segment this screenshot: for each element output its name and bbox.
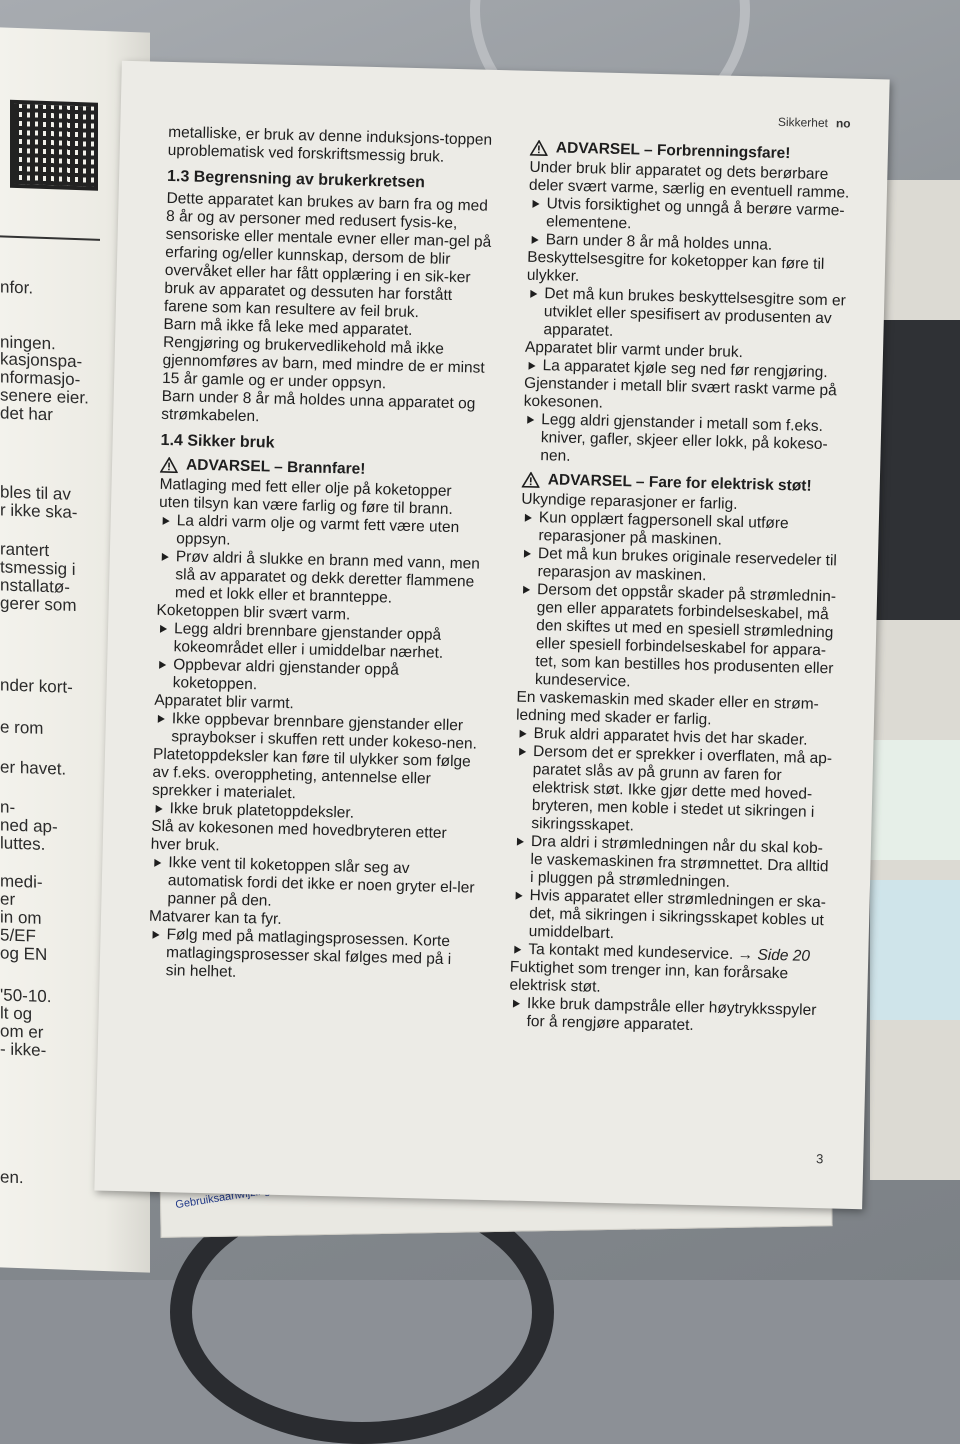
left-page-fragment: om er — [0, 1021, 44, 1042]
page-header — [778, 115, 851, 131]
paragraph: Koketoppen blir svært varm. — [156, 601, 351, 624]
paragraph: Apparatet blir varmt. — [154, 691, 295, 713]
paragraph: Beskyttelsesgitre for koketopper kan føre til ulykker. — [526, 248, 825, 286]
left-page-fragment: luttes. — [0, 833, 46, 854]
list-item: La aldri varm olje og varmt fett være uten oppsyn. — [158, 512, 485, 556]
left-page-fragment: nder kort- — [0, 675, 73, 697]
left-page-fragment: ned ap- — [0, 815, 58, 837]
paragraph: Rengjøring og brukervedlikehold må ikke gjennomføres av barn, med mindre de er minst 15 år gamle og er under oppsyn. — [161, 333, 485, 393]
intro-text: metalliske, er bruk av denne induksjons-toppen uproblematisk ved forskriftsmessig bruk. — [167, 123, 493, 166]
list-item: Bruk aldri apparatet hvis det har skader. — [515, 725, 837, 751]
list-item: Legg aldri brennbare gjenstander oppå kokeområdet eller i umiddelbar nærhet. — [155, 620, 482, 664]
left-page-fragment: og EN — [0, 943, 48, 965]
left-page-fragment: nformasjo- — [0, 367, 81, 390]
list-item: Ikke bruk platetoppdeksler. — [151, 800, 477, 826]
left-column — [147, 124, 494, 988]
left-page-fragment: tsmessig i — [0, 557, 76, 580]
header-section: Sikkerhet — [777, 114, 829, 131]
paragraph: Matvarer kan ta fyr. — [148, 907, 282, 928]
left-page-fragment: '50-10. — [0, 985, 52, 1007]
paragraph: Barn under 8 år må holdes unna apparatet og strømkabelen. — [161, 387, 476, 426]
qr-code-icon — [10, 100, 98, 191]
paragraph: Barn må ikke få leke med apparatet. — [163, 315, 413, 339]
list-item: Følg med på matlagingsprosessen. Korte matlagingsprosesser skal følges med på i sin helhet. — [147, 926, 474, 988]
list-item-text: Ta kontakt med kundeservice. — [528, 940, 734, 963]
burn-warning-title: ADVARSEL – Forbrenningsfare! — [555, 139, 791, 163]
section-1-4-heading: 1.4 Sikker bruk — [160, 431, 275, 452]
list-item: Ikke vent til koketoppen slår seg av automatisk fordi det ikke er noen gryter el-ler panner på den. — [149, 854, 476, 916]
section-1-3-heading: 1.3 Begrensning av brukerkretsen — [166, 167, 426, 192]
left-page-fragment: en. — [0, 1167, 24, 1188]
left-page-rule — [0, 235, 100, 240]
paragraph: Matlaging med fett eller olje på koketopper uten tilsyn kan være farlig og føre til brann. — [158, 475, 454, 519]
warning-triangle-icon — [530, 140, 548, 156]
page-number: 3 — [815, 1151, 824, 1167]
left-page-fragment: rantert — [0, 539, 50, 561]
bullet-list — [508, 995, 831, 1039]
list-item: Prøv aldri å slukke en brann med vann, men slå av apparatet og dekk deretter flammene med et lokk eller et brannteppe. — [157, 548, 484, 610]
bullet-list — [155, 620, 483, 700]
left-page-fragment: 5/EF — [0, 925, 36, 946]
list-item: Hvis apparatet eller strømledningen er ska-det, må sikringen i sikringsskapet kobles ut umiddelbart. — [511, 887, 834, 949]
bullet-list — [510, 725, 838, 967]
left-page-fragment: r ikke ska- — [0, 500, 78, 523]
bullet-list — [517, 509, 843, 697]
paragraph: Apparatet blir varmt under bruk. — [524, 338, 744, 362]
left-page-fragment: nfor. — [0, 277, 34, 298]
list-item: Det må kun brukes beskyttelsesgitre som er utviklet eller spesifisert av produsenten av apparatet. — [525, 285, 848, 347]
bullet-list — [525, 285, 848, 347]
warning-triangle-icon — [160, 457, 178, 473]
list-item: Dersom det oppstår skader på strømlednin-gen eller apparatets forbindelseskabel, må den skiftes ut med en spesiell strømledning eller spesiell forbindelseskabel for appara-tet, som kan bestilles hos produsenten eller kundeservice. — [517, 581, 842, 697]
left-page-fragment: kasjonspa- — [0, 349, 83, 372]
right-column — [508, 133, 852, 1039]
left-page-fragment: medi- — [0, 871, 43, 892]
list-item: Dra aldri i strømledningen når du skal kob-le vaskemaskinen fra strømnettet. Dra alltid i pluggen på strømledningen. — [512, 833, 835, 895]
manual-page — [94, 61, 889, 1212]
left-page-fragment: er — [0, 889, 16, 909]
underlying-manual-label: Gebruiksaanwijzing — [174, 1184, 271, 1212]
left-page-fragment: in om — [0, 907, 42, 928]
left-page-fragment: e rom — [0, 717, 44, 738]
left-page-fragment: lt og — [0, 1003, 33, 1024]
list-item: Utvis forsiktighet og unngå å berøre varme-elementene. — [528, 195, 851, 239]
left-page-fragment: det har — [0, 403, 53, 425]
bullet-list — [527, 195, 850, 257]
page-reference-link[interactable]: → Side 20 — [737, 946, 811, 965]
paragraph: Gjenstander i metall blir svært raskt varme på kokesonen. — [523, 374, 837, 412]
list-item: Ikke bruk dampstråle eller høytrykksspyler for å rengjøre apparatet. — [508, 995, 831, 1039]
list-item: Oppbevar aldri gjenstander oppå koketoppen. — [155, 656, 482, 700]
list-item: Legg aldri gjenstander i metall som f.eks. kniver, gafler, skjeer eller lokk, på kokeso-nen. — [522, 411, 845, 473]
left-page-fragment: senere eier. — [0, 385, 89, 408]
list-item: La apparatet kjøle seg ned før rengjøring. — [524, 357, 846, 383]
fire-warning-title: ADVARSEL – Brannfare! — [185, 456, 366, 478]
list-item: Dersom det er sprekker i overflaten, må ap-paratet slås av på grunn av faren for elektrisk støt. Ikke gjør dette med hoved-bryteren, men koble i stedet ut sikringen i sikringsskapet. — [513, 743, 837, 841]
left-page-fragment: gerer som — [0, 593, 77, 616]
bullet-list — [157, 512, 485, 610]
bullet-list — [522, 411, 845, 473]
paragraph: Fuktighet som trenger inn, kan forårsake elektrisk støt. — [509, 958, 789, 996]
paragraph: En vaskemaskin med skader eller en strøm-ledning med skader er farlig. — [515, 688, 819, 729]
list-item: Det må kun brukes originale reservedeler til reparasjon av maskinen. — [519, 545, 842, 589]
bullet-list — [147, 926, 474, 988]
paragraph: Slå av kokesonen med hovedbryteren etter hver bruk. — [150, 817, 447, 855]
bullet-list — [149, 854, 476, 916]
paragraph: Under bruk blir apparatet og dets berørbare deler svært varme, særlig en eventuell ramme. — [528, 158, 850, 202]
warning-triangle-icon — [522, 472, 540, 488]
left-page-fragment: n- — [0, 797, 16, 817]
left-page-fragment: - ikke- — [0, 1039, 47, 1060]
list-item: Barn under 8 år må holdes unna. — [527, 231, 849, 257]
left-page-fragment: ningen. — [0, 332, 56, 354]
paragraph: Ukyndige reparasjoner er farlig. — [521, 490, 738, 513]
list-item: Ikke oppbevar brennbare gjenstander eller spraybokser i skuffen rett under kokeso-nen. — [153, 710, 480, 754]
paragraph: Platetoppdeksler kan føre til ulykker som følge av f.eks. overoppheting, antennelse eller sprekker i materialet. — [151, 745, 471, 803]
left-page-fragment: er havet. — [0, 757, 67, 779]
left-page-fragment: bles til av — [0, 482, 71, 504]
paragraph: Dette apparatet kan brukes av barn fra og med 8 år og av personer med redusert fysis-ke, sensoriske eller mentale evner eller man-gel på erfaring og/eller kunnskap, dersom de blir overvåket eller har fått opplæring i en sik-ker bruk av apparatet og dessuten har forstått farene som kan resultere av feil bruk. — [163, 189, 492, 322]
left-page-fragment: nstallatø- — [0, 575, 70, 597]
list-item: Kun opplært fagpersonell skal utføre reparasjoner på maskinen. — [520, 509, 843, 553]
shock-warning-title: ADVARSEL – Fare for elektrisk støt! — [547, 471, 812, 495]
header-language: no — [835, 116, 851, 131]
